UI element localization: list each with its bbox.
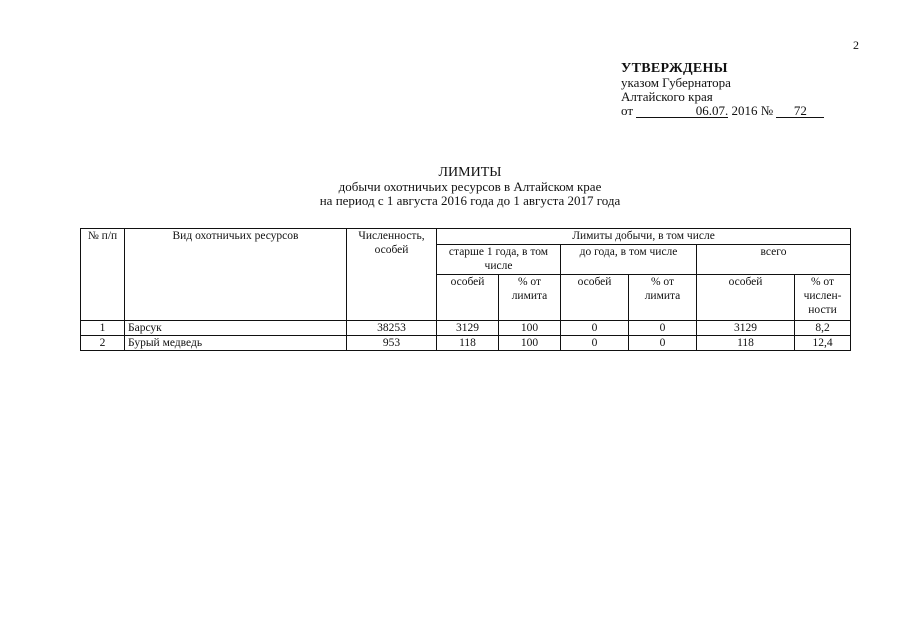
cell-under-count: 0 xyxy=(561,336,629,351)
page-number: 2 xyxy=(853,38,859,52)
cell-population: 38253 xyxy=(347,321,437,336)
limits-table xyxy=(80,228,851,351)
cell-name: Бурый медведь xyxy=(125,336,347,351)
header-population: Численность, особей xyxy=(347,229,437,321)
approval-date: 06.07. xyxy=(636,104,728,118)
cell-num: 1 xyxy=(81,321,125,336)
cell-num: 2 xyxy=(81,336,125,351)
approval-from-label: от xyxy=(621,103,634,118)
document-title xyxy=(200,166,740,208)
header-under-pct: % от лимита xyxy=(629,275,697,321)
cell-under-pct: 0 xyxy=(629,336,697,351)
approval-line-region: Алтайского края xyxy=(621,89,713,104)
cell-older-count: 118 xyxy=(437,336,499,351)
header-limits: Лимиты добычи, в том числе xyxy=(437,229,851,245)
title-period: на период с 1 августа 2016 года до 1 августа 2017 года xyxy=(319,193,621,208)
cell-older-pct: 100 xyxy=(499,336,561,351)
title-subject: добычи охотничьих ресурсов в Алтайском крае xyxy=(338,179,602,194)
cell-under-count: 0 xyxy=(561,321,629,336)
header-total: всего xyxy=(697,245,851,275)
header-older-pct: % от лимита xyxy=(499,275,561,321)
table-row xyxy=(81,321,851,336)
approval-date-line xyxy=(621,104,824,118)
approval-number: 72 xyxy=(776,104,824,118)
header-under: до года, в том числе xyxy=(561,245,697,275)
cell-total-count: 3129 xyxy=(697,321,795,336)
title-main: ЛИМИТЫ xyxy=(438,165,502,180)
header-older: старше 1 года, в том числе xyxy=(437,245,561,275)
cell-under-pct: 0 xyxy=(629,321,697,336)
cell-older-count: 3129 xyxy=(437,321,499,336)
approval-line-governor: указом Губернатора xyxy=(621,75,731,90)
header-total-count: особей xyxy=(697,275,795,321)
cell-total-count: 118 xyxy=(697,336,795,351)
cell-population: 953 xyxy=(347,336,437,351)
header-num: № п/п xyxy=(81,229,125,321)
cell-name: Барсук xyxy=(125,321,347,336)
header-older-count: особей xyxy=(437,275,499,321)
header-under-count: особей xyxy=(561,275,629,321)
approval-heading: УТВЕРЖДЕНЫ xyxy=(621,61,728,76)
approval-year: 2016 № xyxy=(731,103,774,118)
approval-block xyxy=(621,62,824,118)
cell-total-pct: 12,4 xyxy=(795,336,851,351)
cell-total-pct: 8,2 xyxy=(795,321,851,336)
cell-older-pct: 100 xyxy=(499,321,561,336)
header-resource: Вид охотничьих ресурсов xyxy=(125,229,347,321)
table-row xyxy=(81,336,851,351)
header-total-pct: % от числен-ности xyxy=(795,275,851,321)
